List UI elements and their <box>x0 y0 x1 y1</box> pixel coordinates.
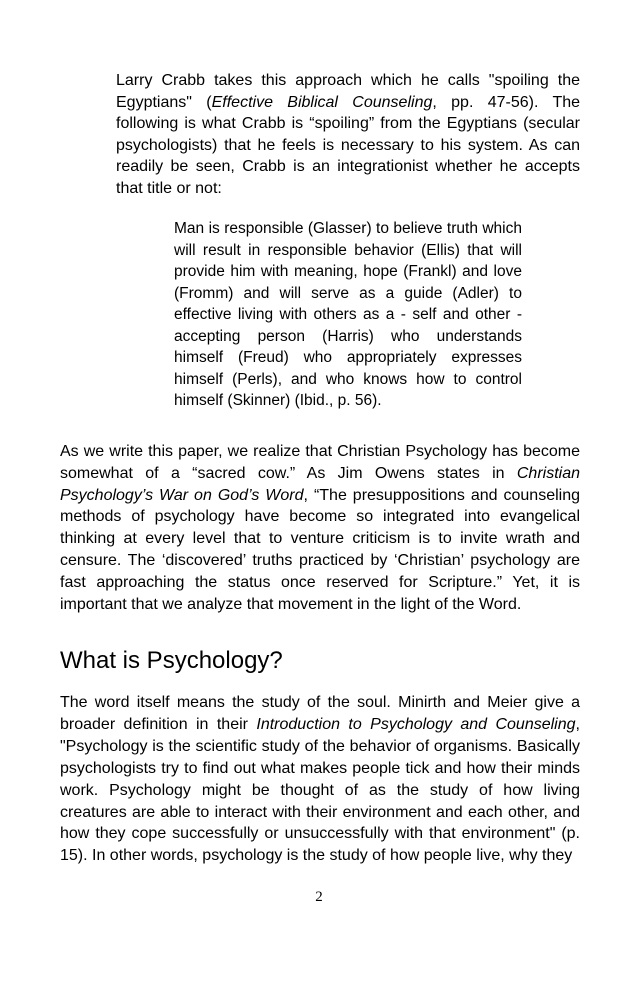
book-title-effective-biblical-counseling: Effective Biblical Counseling <box>211 93 433 111</box>
sacred-cow-text-a: As we write this paper, we realize that Christian Psychology has become somewhat of a “sacred cow.” As Jim Owens states in <box>60 443 580 482</box>
book-title-christian-psychologys-war: Christian Psychology’s War on God’s Word <box>60 464 580 504</box>
sacred-cow-text-b: , “The presuppositions and counseling methods of psychology have become so integrated into evangelical thinking at every level that to venture criticism is to invite wrath and censure. The ‘discovered’ truths practiced by ‘Christian’ psychology are fast approaching the status once reserved for Scripture.” Yet, it is important that we analyze that movement in the light of the Word. <box>60 486 581 613</box>
intro-text-b: , pp. 47-56). The following is what Crabb is “spoiling” from the Egyptians (secular psychologists) that he feels is necessary to his system. As can readily be seen, Crabb is an integrationist whether he accepts that title or not: <box>116 93 581 197</box>
section-heading: What is Psychology? <box>60 647 283 674</box>
book-title-introduction-to-psychology: Introduction to Psychology and Counseling <box>256 715 576 733</box>
definition-paragraph <box>60 692 580 867</box>
sacred-cow-paragraph <box>60 441 580 615</box>
definition-text-b: , "Psychology is the scientific study of the behavior of organisms. Basically psychologists try to find out what makes people tick and how their minds work. Psychology might be thought of as the study of how living creatures are able to interact with their environment and each other, and how they cope successfully or unsuccessfully with that environment" (p. 15). In other words, psychology is the study of how people live, why they <box>60 715 580 865</box>
block-quote: Man is responsible (Glasser) to believe truth which will result in responsible behavior (Ellis) that will provide him with meaning, hope (Frankl) and love (Fromm) and will serve as a guide (Adler) to effective living with others as a - self and other - accepting person (Harris) who understands himself (Freud) who appropriately expresses himself (Perls), and who knows how to control himself (Skinner) (Ibid., p. 56). <box>174 220 522 409</box>
page-number: 2 <box>315 889 323 905</box>
definition-text-a: The word itself means the study of the soul. Minirth and Meier give a broader definition in their <box>60 694 580 733</box>
intro-paragraph <box>116 70 580 199</box>
intro-text-a: Larry Crabb takes this approach which he calls "spoiling the Egyptians" ( <box>116 72 580 111</box>
